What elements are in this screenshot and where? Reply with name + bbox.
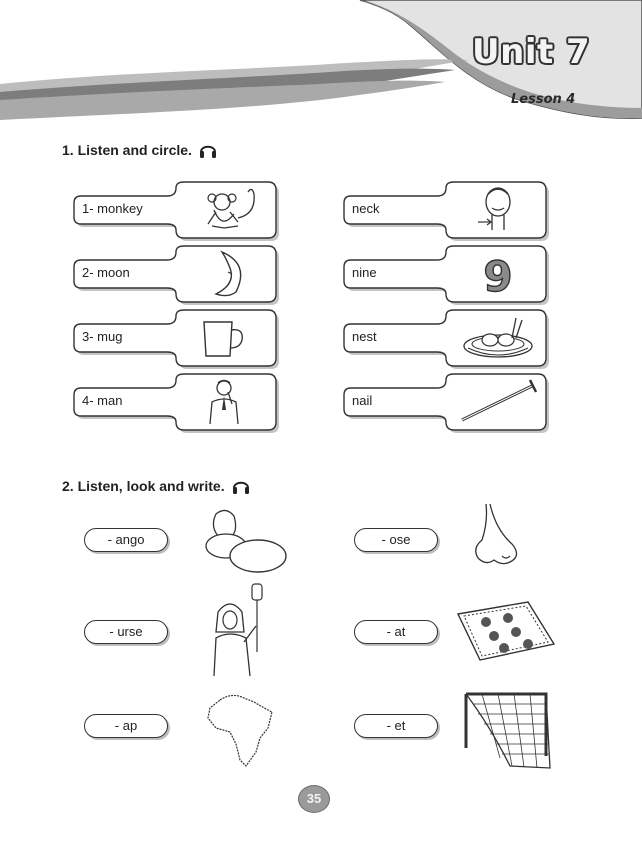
word-monkey: 1- monkey xyxy=(82,201,143,216)
prompt-et[interactable]: - et xyxy=(354,714,438,738)
word-card-nine[interactable] xyxy=(342,244,548,302)
word-card-nail[interactable] xyxy=(342,372,548,430)
mug-picture xyxy=(184,312,272,362)
word-card-monkey[interactable] xyxy=(72,180,278,238)
word-card-man[interactable] xyxy=(72,372,278,430)
word-card-moon[interactable] xyxy=(72,244,278,302)
moon-picture xyxy=(184,248,272,298)
nine-picture xyxy=(454,248,542,298)
word-card-nest[interactable] xyxy=(342,308,548,366)
word-man: 4- man xyxy=(82,393,123,408)
prompt-ango[interactable]: - ango xyxy=(84,528,168,552)
prompt-ose[interactable]: - ose xyxy=(354,528,438,552)
word-nine: nine xyxy=(352,265,377,280)
page-number-badge: 35 xyxy=(298,785,330,813)
prompt-at[interactable]: - at xyxy=(354,620,438,644)
word-neck: neck xyxy=(352,201,380,216)
map-picture xyxy=(202,690,282,770)
word-moon: 2- moon xyxy=(82,265,130,280)
nest-picture xyxy=(454,312,542,362)
exercise1-heading xyxy=(62,140,218,160)
exercise2-heading xyxy=(62,476,251,496)
exercise2-heading-text: 2. Listen, look and write. xyxy=(62,478,225,494)
mango-picture xyxy=(204,506,294,576)
nine-digit: 9 xyxy=(483,252,513,298)
nail-picture xyxy=(454,376,542,426)
net-picture xyxy=(460,686,556,772)
neck-picture xyxy=(454,184,542,234)
monkey-picture xyxy=(184,184,272,234)
word-card-mug[interactable] xyxy=(72,308,278,366)
lesson-label: Lesson 4 xyxy=(511,92,576,107)
prompt-urse[interactable]: - urse xyxy=(84,620,168,644)
prompt-ap[interactable]: - ap xyxy=(84,714,168,738)
word-nail: nail xyxy=(352,393,373,408)
nose-picture xyxy=(466,500,526,570)
nurse-picture xyxy=(206,582,286,678)
word-nest: nest xyxy=(352,329,377,344)
word-card-neck[interactable] xyxy=(342,180,548,238)
unit-title: Unit 7 xyxy=(472,32,591,72)
man-picture xyxy=(184,376,272,426)
headphones-icon[interactable] xyxy=(231,476,251,496)
exercise1-heading-text: 1. Listen and circle. xyxy=(62,142,192,158)
mat-picture xyxy=(454,598,558,664)
word-mug: 3- mug xyxy=(82,329,123,344)
headphones-icon[interactable] xyxy=(198,140,218,160)
